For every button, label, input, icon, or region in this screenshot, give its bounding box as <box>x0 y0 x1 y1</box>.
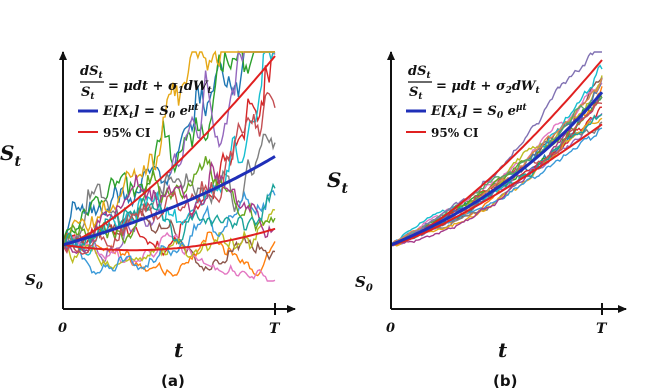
legend-ci-a <box>78 126 151 140</box>
sample-path <box>391 77 602 245</box>
panel-label-b: (b) <box>493 372 518 389</box>
svg-text:dSt: $dS_t$ <box>408 64 431 81</box>
y-axis-title-b <box>327 168 348 197</box>
svg-text:= μdt + σ2dWt: = $\mu dt + \sigma_2dW_t$ <box>436 79 540 96</box>
svg-text:S0: $S_0$ <box>25 271 43 292</box>
svg-text:95% CI: 95% CI <box>431 126 479 140</box>
s0-label-b <box>355 273 373 294</box>
svg-text:St: $S_t$ <box>327 168 348 197</box>
x-axis-title-a: t <box>174 338 184 362</box>
legend-b <box>406 64 541 140</box>
legend-mean-b <box>406 103 527 121</box>
svg-text:St: $S_t$ <box>81 85 95 102</box>
x-axis-title-b: t <box>498 338 508 362</box>
svg-text:St: $S_t$ <box>409 85 423 102</box>
t-tick-label-b: T <box>596 321 607 337</box>
legend-sde-b <box>408 64 541 102</box>
svg-text:S0: $S_0$ <box>355 273 373 294</box>
legend-mean-a <box>78 103 199 121</box>
s0-label-a <box>25 271 43 292</box>
sample-path <box>391 78 602 245</box>
legend-sde-a <box>80 64 213 102</box>
y-axis-title-a <box>0 141 21 170</box>
legend-ci-b <box>406 126 479 140</box>
svg-text:= μdt + σ1dWt: = $\mu dt + \sigma_1dW_t$ <box>108 79 212 96</box>
chart-panel-b <box>327 52 626 389</box>
svg-text:95% CI: 95% CI <box>103 126 151 140</box>
chart-panel-a <box>0 52 295 389</box>
sample-path <box>63 210 275 269</box>
svg-text:E[Xt] = S0 eμt: $E[X_t] = S_0$ $e^{\mu t}$ <box>431 103 527 121</box>
origin-label-b: 0 <box>386 321 396 336</box>
svg-text:E[Xt] = S0 eμt: $E[X_t] = S_0$ $e^{\mu t}$ <box>103 103 199 121</box>
t-tick-label-a: T <box>269 321 280 337</box>
svg-text:St: $S_t$ <box>0 141 21 170</box>
panel-label-a: (a) <box>161 372 185 389</box>
svg-text:dSt: $dS_t$ <box>80 64 103 81</box>
sample-path <box>391 75 602 244</box>
origin-label-a: 0 <box>58 321 68 336</box>
